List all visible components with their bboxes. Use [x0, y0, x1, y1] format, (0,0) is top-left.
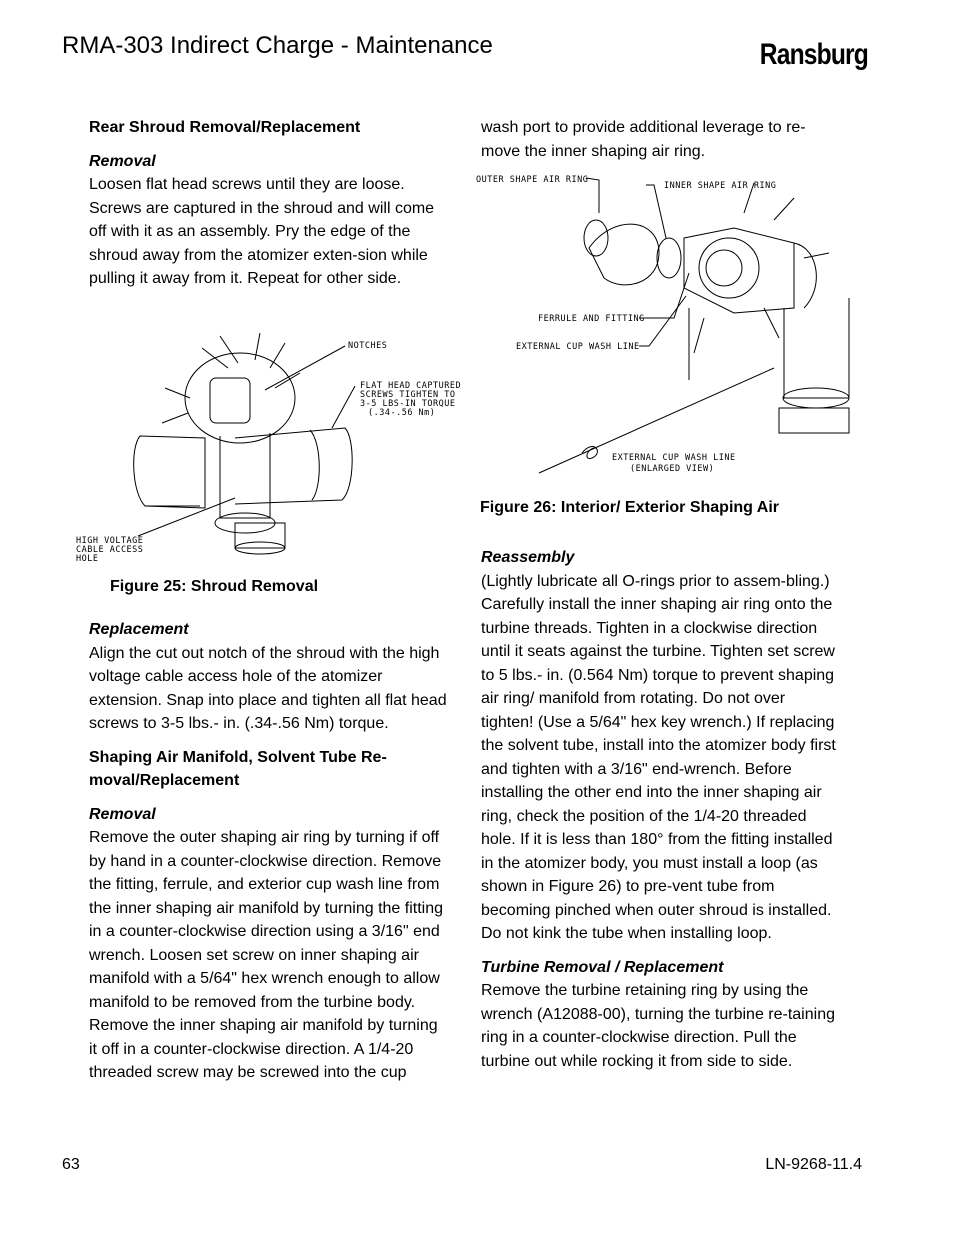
label-screws-4: (.34-.56 Nm) — [368, 408, 436, 418]
figure-25-drawing — [70, 328, 470, 568]
document-number: LN-9268-11.4 — [765, 1156, 862, 1173]
label-ext-line-enl-2: (ENLARGED VIEW) — [630, 464, 715, 474]
continued-paragraph: wash port to provide additional leverage to re-move the inner shaping air ring. — [481, 119, 806, 160]
removal-paragraph: Loosen flat head screws until they are loose. Screws are captured in the shroud and will come off with it as an assembly. Pry the edge of the shroud away from the atomizer exten-sion while pulling it away from it. Repeat for other side. — [89, 176, 435, 287]
label-ext-line-enl-1: EXTERNAL CUP WASH LINE — [612, 453, 736, 463]
label-hv-2: CABLE ACCESS — [76, 545, 144, 555]
label-outer-ring: OUTER SHAPE AIR RING — [476, 175, 589, 185]
figure-25-caption: Figure 25: Shroud Removal — [110, 578, 319, 595]
reassembly-paragraph: (Lightly lubricate all O-rings prior to assem-bling.) Carefully install the inner shaping air ring onto the turbine threads. Tighten in a clockwise direction until it seats against the turbine. Tighten set screw to 5 lbs.- in. (0.564 Nm) torque to prevent shaping air ring/ manifold from rotating. Do not over tighten! (Use a 5/64" hex key wrench.) If replacing the solvent tube, install into the atomizer body first and tighten with a 3/16" end-wrench. Before installing the other end into the inner shaping air ring, check the position of the 1/4-20 threaded hole. If it is less than 180° from the fitting installed in the atomizer body, you must install a loop (as shown in Figure 26) to pre-vent tube from becoming pinched when outer shroud is installed. Do not kink the tube when installing loop. — [481, 572, 836, 942]
label-screws-2: SCREWS TIGHTEN TO — [360, 390, 456, 400]
right-column — [481, 116, 841, 173]
replacement-paragraph: Align the cut out notch of the shroud with the high voltage cable access hole of the atomizer extension. Snap into place and tighten all flat head screws to 3-5 lbs.- in. (.34-.56 Nm) torque. — [89, 644, 447, 732]
left-column-lower — [89, 618, 449, 1095]
brand-logo: Ransburg — [759, 38, 868, 71]
page-title: RMA-303 Indirect Charge - Maintenance — [62, 32, 493, 59]
subheading-replacement: Replacement — [89, 621, 189, 638]
figure-26-caption: Figure 26: Interior/ Exterior Shaping Air — [480, 499, 780, 516]
subheading-removal: Removal — [89, 152, 156, 170]
label-hv-1: HIGH VOLTAGE — [76, 536, 144, 546]
label-notches: NOTCHES — [348, 341, 388, 351]
label-screws-1: FLAT HEAD CAPTURED — [360, 381, 462, 391]
removal2-paragraph: Remove the outer shaping air ring by turning if off by hand in a counter-clockwise direction. Remove the fitting, ferrule, and exterior cup wash line from the inner shaping air manifold by turning the fitting in a counter-clockwise direction using a 3/16" end wrench. Loosen set screw on inner shaping air manifold with a 5/64" hex wrench enough to allow manifold to be removed from the turbine body. Remove the inner shaping air manifold by turning it off in a counter-clockwise direction. A 1/4-20 threaded screw may be screwed into the cup — [89, 829, 443, 1081]
right-column-lower — [481, 546, 841, 1083]
label-ext-line: EXTERNAL CUP WASH LINE — [516, 342, 640, 352]
figure-26-drawing — [474, 168, 874, 488]
label-screws-3: 3-5 LBS-IN TORQUE — [360, 399, 456, 409]
section-heading-rear-shroud: Rear Shroud Removal/Replacement — [89, 119, 361, 136]
subheading-removal-2: Removal — [89, 805, 156, 823]
section-heading-shaping-air: Shaping Air Manifold, Solvent Tube Re-moval/Replacement — [89, 748, 387, 789]
turbine-paragraph: Remove the turbine retaining ring by using the wrench (A12088-00), turning the turbine re-taining ring in a counter-clockwise direction. Pull the turbine out while rocking it from side to side. — [481, 982, 835, 1070]
subheading-turbine: Turbine Removal / Replacement — [481, 958, 724, 976]
label-ferrule: FERRULE AND FITTING — [538, 314, 645, 324]
left-column — [89, 116, 449, 301]
label-inner-ring: INNER SHAPE AIR RING — [664, 181, 777, 191]
page-number: 63 — [62, 1156, 80, 1173]
subheading-reassembly: Reassembly — [481, 549, 575, 566]
label-hv-3: HOLE — [76, 554, 99, 564]
